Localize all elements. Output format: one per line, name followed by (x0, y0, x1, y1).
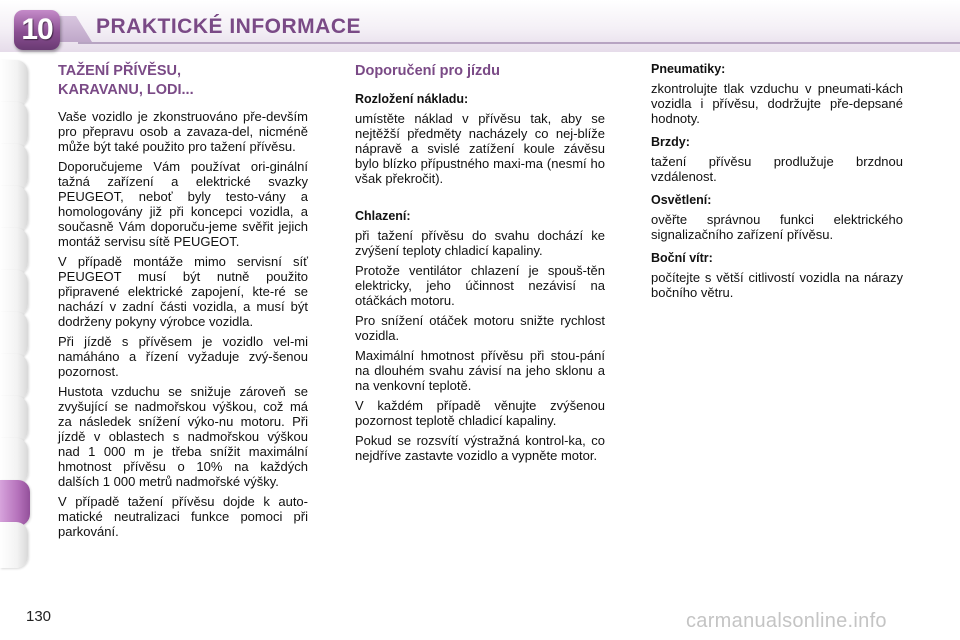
paragraph: Protože ventilátor chlazení je spouš-těn elektricky, jeho účinnost nezávisí na otáčkách motoru. (355, 263, 605, 308)
paragraph: Maximální hmotnost přívěsu při stou-pání na dlouhém svahu závisí na jeho sklonu a na venkovní teplotě. (355, 348, 605, 393)
paragraph: Pokud se rozsvítí výstražná kontrol-ka, co nejdříve zastavte vozidlo a vypněte motor. (355, 433, 605, 463)
page-title: PRAKTICKÉ INFORMACE (96, 15, 361, 38)
chapter-tab-3[interactable] (0, 144, 28, 190)
column-checks (651, 62, 903, 305)
paragraph: Při jízdě s přívěsem je vozidlo vel-mi namáháno a řízení vyžaduje zvý-šenou pozornost. (58, 334, 308, 379)
column-driving-advice (355, 62, 605, 468)
paragraph: V každém případě věnujte zvýšenou pozornost teplotě chladicí kapaliny. (355, 398, 605, 428)
header-divider (78, 42, 960, 44)
load-heading: Rozložení nákladu: (355, 92, 469, 106)
chapter-tab-11[interactable] (0, 480, 30, 526)
chapter-badge (14, 10, 60, 50)
towing-title-line1: TAŽENÍ PŘÍVĚSU, (58, 63, 181, 79)
chapter-tab-4[interactable] (0, 186, 28, 232)
column-towing (58, 62, 308, 544)
brakes-heading: Brzdy: (651, 135, 690, 149)
crosswind-heading: Boční vítr: (651, 251, 713, 265)
lights-heading: Osvětlení: (651, 193, 712, 207)
chapter-tab-12[interactable] (0, 522, 28, 568)
chapter-tab-9[interactable] (0, 396, 28, 442)
paragraph: Vaše vozidlo je zkonstruováno pře-devším pro přepravu osob a zavaza-del, nicméně může být také použito pro tažení přívěsu. (58, 109, 308, 154)
lights-text: ověřte správnou funkci elektrického signalizačního zařízení přívěsu. (651, 212, 903, 242)
watermark: carmanualsonline.info (686, 610, 887, 632)
paragraph: Hustota vzduchu se snižuje zároveň se zvyšující se nadmořskou výškou, což má za následek snížení výko-nu motoru. Při jízdě v oblastech s nadmořskou výškou nad 1 000 m je třeba snížit maximální hmotnost přívěsu o 10% na každých dalších 1 000 metrů nadmořské výšky. (58, 384, 308, 489)
cooling-heading: Chlazení: (355, 209, 411, 223)
chapter-tab-1[interactable] (0, 60, 28, 106)
driving-advice-title: Doporučení pro jízdu (355, 63, 500, 79)
paragraph: V případě tažení přívěsu dojde k auto-matické neutralizaci funkce pomoci při parkování. (58, 494, 308, 539)
load-text: umístěte náklad v přívěsu tak, aby se nejtěžší předměty nacházely co nej-blíže nápravě a svislé zatížení koule závěsu bylo blízko přípustného maxi-ma (nesmí ho však překročit). (355, 111, 605, 186)
chapter-tab-8[interactable] (0, 354, 28, 400)
chapter-number: 10 (21, 13, 53, 46)
page-number: 130 (26, 608, 52, 625)
paragraph: Pro snížení otáček motoru snižte rychlost vozidla. (355, 313, 605, 343)
chapter-tab-2[interactable] (0, 102, 28, 148)
tyres-text: zkontrolujte tlak vzduchu v pneumati-kách vozidla i přívěsu, dodržujte pře-depsané hodnoty. (651, 81, 903, 126)
chapter-tab-5[interactable] (0, 228, 28, 274)
towing-title-line2: KARAVANU, LODI... (58, 82, 194, 98)
tyres-heading: Pneumatiky: (651, 62, 726, 76)
crosswind-text: počítejte s větší citlivostí vozidla na nárazy bočního větru. (651, 270, 903, 300)
towing-title (58, 62, 308, 100)
chapter-tab-10[interactable] (0, 438, 28, 484)
paragraph: Doporučujeme Vám používat ori-ginální tažná zařízení a elektrické svazky PEUGEOT, neboť byly testo-vány a homologovány již při koncepci vozidla, a současně Vám doporuču-jeme svěřit jejich montáž servisu sítě PEUGEOT. (58, 159, 308, 249)
brakes-text: tažení přívěsu prodlužuje brzdnou vzdálenost. (651, 154, 903, 184)
chapter-tab-6[interactable] (0, 270, 28, 316)
paragraph: při tažení přívěsu do svahu dochází ke zvýšení teploty chladicí kapaliny. (355, 228, 605, 258)
paragraph: V případě montáže mimo servisní síť PEUGEOT musí být nutně použito připravené elektrické zapojení, kte-ré se nachází v zadní části vozidla, a musí být dodrženy pokyny výrobce vozidla. (58, 254, 308, 329)
chapter-tab-7[interactable] (0, 312, 28, 358)
